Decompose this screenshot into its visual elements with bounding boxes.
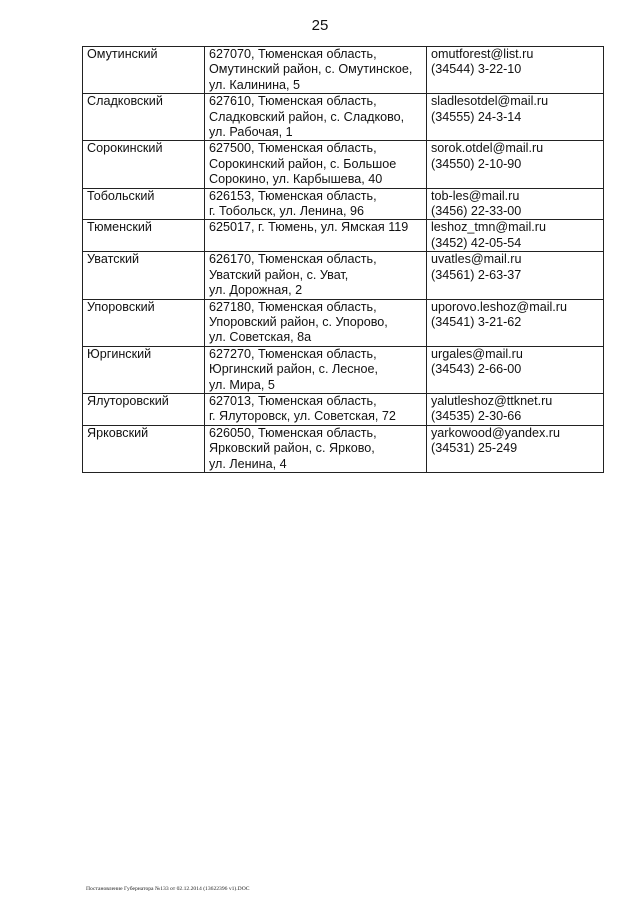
district-name: Сладковский	[87, 94, 163, 109]
email-address: sladlesotdel@mail.ru	[431, 94, 549, 109]
address-line: Ярковский район, с. Ярково,	[209, 441, 375, 456]
address-cell	[205, 141, 427, 188]
address-line: ул. Ленина, 4	[209, 456, 287, 471]
address-cell	[205, 47, 427, 94]
document-footer: Постановление Губернатора №133 от 02.12.2014 (13622396 v1).DOC	[86, 886, 250, 892]
address-line: 626153, Тюменская область,	[209, 188, 377, 203]
district-name: Тобольский	[87, 188, 155, 203]
district-name: Ярковский	[87, 425, 149, 440]
address-line: ул. Советская, 8а	[209, 330, 312, 345]
phone-number: (3456) 22-33-00	[431, 204, 522, 219]
district-cell	[83, 141, 205, 188]
email-address: yarkowood@yandex.ru	[431, 425, 560, 440]
phone-number: (34543) 2-66-00	[431, 362, 522, 377]
district-cell	[83, 299, 205, 346]
address-line: Сорокино, ул. Карбышева, 40	[209, 172, 383, 187]
contact-cell	[427, 299, 604, 346]
address-line: 626050, Тюменская область,	[209, 425, 377, 440]
district-name: Омутинский	[87, 47, 158, 61]
email-address: leshoz_tmn@mail.ru	[431, 220, 546, 235]
table-row	[83, 94, 604, 141]
table-row	[83, 141, 604, 188]
phone-number: (34550) 2-10-90	[431, 156, 522, 171]
table-row	[83, 346, 604, 393]
phone-number: (34541) 3-21-62	[431, 314, 522, 329]
address-line: 627070, Тюменская область,	[209, 47, 377, 61]
address-line: ул. Мира, 5	[209, 377, 275, 392]
address-line: 627013, Тюменская область,	[209, 393, 377, 408]
district-cell	[83, 188, 205, 220]
email-address: sorok.otdel@mail.ru	[431, 141, 544, 156]
address-line: Сладковский район, с. Сладково,	[209, 109, 405, 124]
district-name: Уватский	[87, 252, 140, 267]
address-cell	[205, 188, 427, 220]
table-row	[83, 47, 604, 94]
district-cell	[83, 425, 205, 472]
district-name: Тюменский	[87, 220, 152, 235]
email-address: uporovo.leshoz@mail.ru	[431, 299, 567, 314]
address-line: г. Тобольск, ул. Ленина, 96	[209, 204, 365, 219]
contact-cell	[427, 220, 604, 252]
table-row	[83, 299, 604, 346]
address-cell	[205, 299, 427, 346]
district-cell	[83, 346, 205, 393]
contact-cell	[427, 393, 604, 425]
contact-cell	[427, 47, 604, 94]
phone-number: (34561) 2-63-37	[431, 267, 522, 282]
address-line: ул. Дорожная, 2	[209, 283, 303, 298]
address-line: Юргинский район, с. Лесное,	[209, 362, 379, 377]
district-name: Упоровский	[87, 299, 155, 314]
table-row	[83, 252, 604, 299]
address-line: Уватский район, с. Уват,	[209, 267, 349, 282]
table-row	[83, 425, 604, 472]
contact-cell	[427, 94, 604, 141]
address-line: 626170, Тюменская область,	[209, 252, 377, 267]
address-cell	[205, 94, 427, 141]
address-line: Сорокинский район, с. Большое	[209, 156, 397, 171]
address-line: 627500, Тюменская область,	[209, 141, 377, 156]
email-address: yalutleshoz@ttknet.ru	[431, 393, 553, 408]
address-cell	[205, 220, 427, 252]
contact-cell	[427, 141, 604, 188]
address-cell	[205, 393, 427, 425]
page-number: 25	[311, 17, 329, 34]
district-name: Юргинский	[87, 346, 152, 361]
address-line: г. Ялуторовск, ул. Советская, 72	[209, 409, 396, 424]
contact-cell	[427, 425, 604, 472]
district-cell	[83, 393, 205, 425]
table-row	[83, 188, 604, 220]
contact-cell	[427, 188, 604, 220]
address-line: ул. Калинина, 5	[209, 77, 301, 92]
address-line: ул. Рабочая, 1	[209, 125, 293, 140]
address-line: Упоровский район, с. Упорово,	[209, 314, 388, 329]
district-cell	[83, 47, 205, 94]
forestry-contacts-table	[82, 46, 604, 473]
phone-number: (34535) 2-30-66	[431, 409, 522, 424]
district-name: Сорокинский	[87, 141, 163, 156]
address-line: Омутинский район, с. Омутинское,	[209, 62, 413, 77]
phone-number: (34544) 3-22-10	[431, 62, 522, 77]
district-cell	[83, 94, 205, 141]
phone-number: (34555) 24-3-14	[431, 109, 522, 124]
address-line: 627270, Тюменская область,	[209, 346, 377, 361]
contact-cell	[427, 346, 604, 393]
district-cell	[83, 220, 205, 252]
phone-number: (3452) 42-05-54	[431, 235, 522, 250]
district-name: Ялуторовский	[87, 393, 169, 408]
address-cell	[205, 346, 427, 393]
phone-number: (34531) 25-249	[431, 441, 518, 456]
address-cell	[205, 425, 427, 472]
email-address: tob-les@mail.ru	[431, 188, 520, 203]
address-line: 627180, Тюменская область,	[209, 299, 377, 314]
district-cell	[83, 252, 205, 299]
table-row	[83, 393, 604, 425]
email-address: uvatles@mail.ru	[431, 252, 522, 267]
contact-cell	[427, 252, 604, 299]
email-address: omutforest@list.ru	[431, 47, 534, 61]
table-body	[83, 47, 604, 473]
address-line: 627610, Тюменская область,	[209, 94, 377, 109]
table-row	[83, 220, 604, 252]
address-cell	[205, 252, 427, 299]
email-address: urgales@mail.ru	[431, 346, 523, 361]
address-line: 625017, г. Тюмень, ул. Ямская 119	[209, 220, 409, 235]
